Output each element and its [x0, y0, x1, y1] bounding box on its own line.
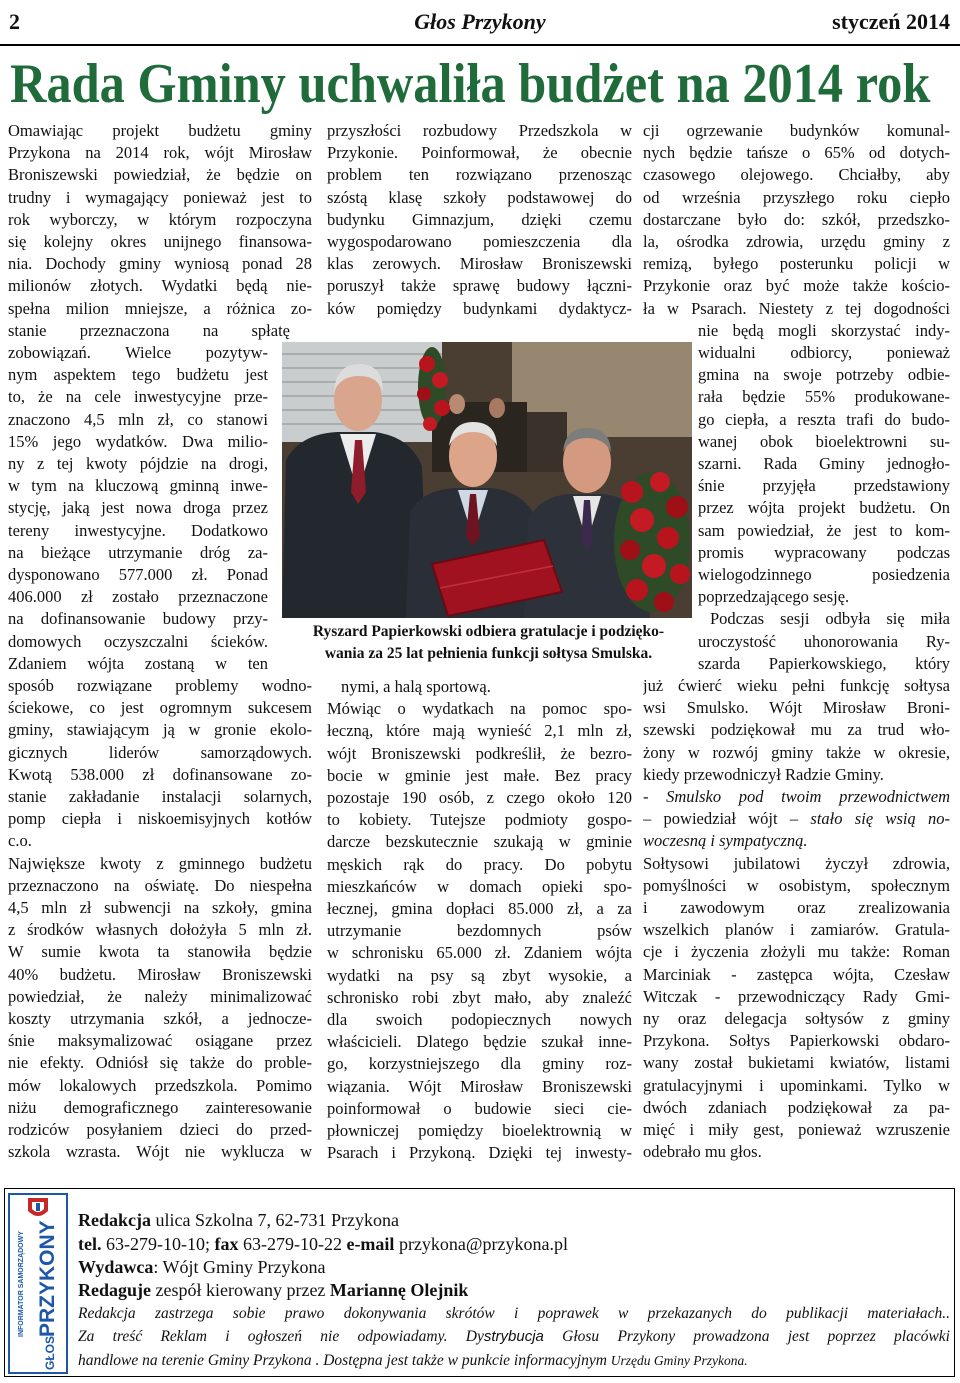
article-text-line: go ciepła, a reszta trafi do budo- [698, 409, 950, 429]
article-text-line: pomp ciepła i niskoemisyjnych kotłów [8, 809, 312, 829]
bold-text: fax [214, 1234, 239, 1254]
article-text-line: budynku Gimnazjum, dzięki czemu [327, 209, 632, 229]
article-text-line: Zdaniem wójta zostaną w ten [8, 653, 268, 673]
article-text-line: domowych oczyszczalni ścieków. [8, 631, 268, 651]
article-text-line: wiązania. Wójt Mirosław Broniszewski [327, 1076, 632, 1096]
article-text-line: kiedy przewodniczył Radzie Gminy. [643, 764, 884, 784]
article-text-line: dla swoich podopiecznych nowych [327, 1010, 632, 1029]
text-segment: handlowe na terenie Gminy Przykona . Dostępna jest także w punkcie informacyjnym [78, 1352, 611, 1369]
article-text-line: łecznej, gmina dopłaci 85.000 zł, a za [327, 899, 632, 918]
article-text-line: 406.000 zł zostało przeznaczone [8, 587, 268, 607]
article-text-line: trudny i wymagający ponieważ jest to [8, 187, 312, 207]
article-text-line: mieszkańców w domach opieki spo- [327, 876, 632, 896]
article-text-line: i zawodowym oraz zrealizowania [643, 898, 950, 917]
article-text-line: Broniszewski powiedział, że będzie on [8, 165, 312, 185]
page-number: 2 [9, 9, 20, 34]
article-text-line: w tym na kluczową gminną inwe- [8, 476, 268, 496]
logo-prefix: GŁOS [43, 1335, 57, 1370]
article-text-line: koszty utrzymania szkół, a jednocze- [8, 1009, 312, 1028]
photo-ceremony [282, 342, 692, 618]
bold-text: Wydawca [78, 1257, 154, 1277]
article-text-line: łeczną, które mają wynieść 2,1 mln zł, [327, 721, 632, 741]
masthead-line [78, 1256, 326, 1279]
article-text-line: od września przyszłego roku ciepło [643, 187, 950, 207]
text-segment: 63-279-10-22 [238, 1234, 347, 1254]
article-text-line: stanie przeznaczona na spłatę [8, 320, 290, 340]
article-text-line: Witczak - przewodniczący Rady Gmi- [643, 986, 950, 1006]
article-text-line: remizą, byłego posterunku policji w [643, 254, 950, 274]
article-text-line: bocie w gminie jest małe. Bez pracy [327, 765, 632, 785]
bold-text: Mariannę Olejnik [329, 1280, 469, 1300]
article-text-line: Marciniak - zastępca wójta, Czesław [643, 964, 950, 984]
article-text-line: Omawiając projekt budżetu gminy [8, 121, 312, 140]
article-text-line: schronisko robi zbyt mało, aby znaleźć [327, 987, 632, 1007]
article-text-line: Sołtysowi jubilatowi życzył zdrowia, [643, 853, 950, 873]
article-text-line: poinformował o budowie sieci cie- [327, 1098, 632, 1118]
article-text-line: przez wójta projekt budżetu. On [698, 498, 950, 518]
article-text-line: żony w rozwój gminy także w okresie, [643, 742, 950, 762]
article-text-line: mów lokalowych przedszkola. Pomimo [8, 1075, 312, 1095]
article-text-line: darcze bezskutecznie szukają w gminie [327, 832, 632, 852]
article-text-line: rodziców posyłaniem dzieci do przed- [8, 1120, 312, 1139]
text-segment: : Wójt Gminy Przykona [153, 1257, 326, 1277]
article-text-line: dysponowano 577.000 zł. Ponad [8, 565, 268, 584]
article-text-line: czasowego olejowego. Chciałby, aby [643, 165, 950, 185]
article-text-line: go, korzystniejszego dla gminy roz- [327, 1054, 632, 1074]
article-text-line: szewski podziękował mu za trud wło- [643, 720, 950, 740]
text-segment: Za treść Reklam i ogłoszeń nie odpowiadamy. Dy [78, 1328, 484, 1345]
article-text-line: c.o. [8, 831, 32, 851]
article-text-line: wszelkich planów i zamiarów. Gratula- [643, 920, 950, 940]
article-text-line: ny z tej kwoty pójdzie na drogi, [8, 454, 268, 473]
article-text-line: szarda Papierkowskiego, który [698, 653, 950, 673]
text-segment: Redakcja zastrzega sobie prawo dokonywania skrótów i poprawek w przekazanych do publikacji materiałach.. [78, 1305, 950, 1322]
article-text-line: w schronisku 65.000 zł. Zdaniem wójta [327, 943, 632, 963]
article-text-line: gratulacyjnymi i upominkami. Tylko w [643, 1075, 950, 1095]
article-text-line: sposób rozwiązane problemy wodno- [8, 676, 312, 695]
article-text-line: nia. Dochody gminy wyniosą ponad 28 [8, 254, 312, 274]
logo-subtitle: INFORMATOR SAMORZĄDOWY [18, 1231, 25, 1337]
photo-caption-line: Ryszard Papierkowski odbiera gratulacje i podzięko- [312, 623, 665, 640]
article-text-line: wsi Smulsko. Wójt Mirosław Broni- [643, 698, 950, 718]
article-text-line: ków pomiędzy budynkami dydaktycz- [327, 298, 632, 318]
article-text-line: wygospodarowano pomieszczenia dla [327, 232, 632, 251]
article-text-line: W sumie kwota ta stanowiła będzie [8, 942, 312, 962]
article-text-line: szkola wzrasta. Wójt nie wyklucza w [8, 1142, 312, 1162]
article-text-line: ściekowe, co jest ogromnym sukcesem [8, 698, 312, 718]
issue-date: styczeń 2014 [832, 9, 950, 34]
article-text-line: nie będą mogli skorzystać indy- [698, 320, 950, 340]
masthead-line [78, 1233, 568, 1256]
article-text-line: wanej obok bioelektrowni su- [698, 431, 950, 451]
masthead-note [78, 1302, 950, 1325]
article-text-line: ny oraz delegacja sołtysów z gminy [643, 1009, 950, 1028]
article-text-line: Największe kwoty z gminnego budżetu [8, 853, 312, 873]
article-text-line: poprzedzającego sesję. [698, 587, 850, 607]
przykony-logo [8, 1193, 68, 1374]
article-text-line: śnie przyjęła przedstawiony [698, 476, 950, 496]
text-segment: Głosu Przykony prowadzona jest poprzez placówki [543, 1328, 950, 1345]
article-text-line: się kolejny okres unijnego finansowa- [8, 232, 312, 251]
italic-text: stało się wsią no- [810, 809, 950, 829]
text-segment: strybucja [483, 1328, 544, 1345]
article-text-line [643, 786, 950, 808]
article-text-line: la, ośrodka zdrowia, urzędu gminy z [643, 232, 950, 251]
article-text-line: wydatki na psy są zbyt wysokie, a [327, 965, 632, 985]
masthead-line [78, 1209, 399, 1232]
article-text-line: niżu demograficznego zainteresowanie [8, 1097, 312, 1117]
article-text-line: cje i życzenia złożyli mu także: Roman [643, 942, 950, 962]
bold-text: Redakcja [78, 1210, 151, 1230]
article-text-line: problem ten rozwiązano przenosząc [327, 165, 632, 185]
article-text-line: śnie maksymalizować osiągane przez [8, 1031, 312, 1051]
article-text-line: wójt Broniszewski podkreślił, że bezro- [327, 743, 632, 763]
article-text-line: Kwotą 538.000 zł dofinansowane zo- [8, 764, 312, 784]
article-text-line: płowniczej pomiędzy bioelektrownią w [327, 1121, 632, 1140]
article-text-line: stycję, jaką jest nowa droga przez [8, 498, 268, 518]
article-text-line: to kobiety. Tutejsze podmioty gospo- [327, 810, 632, 830]
article-text-line: przyszłości rozbudowy Przedszkola w [327, 121, 632, 140]
article-text-line: to, że na cele inwestycyjne prze- [8, 387, 268, 407]
article-text-line: gminy, stawiającym ją w gronie ekolo- [8, 720, 312, 740]
article-text-line: sam powiedział, że jest to kom- [698, 520, 950, 540]
article-text-line: Przykona. Sołtys Papierkowski obdaro- [643, 1031, 950, 1051]
italic-text: woczesną i sympatyczną. [643, 831, 808, 851]
masthead-note [78, 1325, 950, 1348]
article-text-line: rała będzie 55% produkowane- [698, 387, 950, 407]
article-text-line: 15% jego wydatków. Dwa milio- [8, 431, 268, 451]
article-text-line: gmina na swoje potrzeby odbie- [698, 365, 950, 385]
article-text-line: na bieżące utrzymanie dróg za- [8, 542, 268, 562]
masthead-note [78, 1349, 950, 1372]
article-text-line: dwóch zdaniach podziękował za pa- [643, 1097, 950, 1117]
article-text-line: z środków własnych dołożyła 5 mln zł. [8, 920, 312, 940]
bold-text: e-mail [346, 1234, 395, 1254]
italic-text: - Smulsko pod twoim przewodnictwem [643, 787, 950, 806]
article-text-line: rok wyborczy, w którym rozpoczyna [8, 209, 312, 229]
bold-text: Redaguje [78, 1280, 151, 1300]
article-text-line: 4,5 mln zł subwencji na szkoły, gmina [8, 898, 312, 917]
article-text-line: tereny inwestycyjne. Dodatkowo [8, 520, 268, 540]
text-segment: zespół kierowany przez [151, 1280, 330, 1300]
article-text-line: uroczystość uhonorowania Ry- [698, 631, 950, 651]
logo-name: PRZYKONY [36, 1220, 59, 1337]
coat-of-arms-icon [28, 1198, 48, 1216]
article-text-line: nym aspektem tego budżetu jest [8, 365, 268, 385]
article-text-line: odebrało mu głos. [643, 1142, 762, 1162]
article-text-line: Psarach i Przykoną. Dzięki tej inwesty- [327, 1143, 632, 1163]
text-segment: 63-279-10-10; [101, 1234, 215, 1254]
text-segment: ulica Szkolna 7, 62-731 Przykona [151, 1210, 399, 1230]
article-text-line: ła w Psarach. Niestety z tej dogodności [643, 298, 950, 318]
article-text-line: właścicieli. Dlatego będzie szukał inne- [327, 1032, 632, 1052]
article-text-line: nie efekty. Odniósł się także do proble- [8, 1053, 312, 1073]
article-text-line: widualni odbiorcy, ponieważ [698, 343, 950, 362]
article-text-line: gicznych liderów samorządowych. [8, 742, 312, 762]
publication-name: Głos Przykony [414, 9, 546, 34]
article-text-line: 40% budżetu. Mirosław Broniszewski [8, 964, 312, 984]
article-text-line: nych będzie tańsze o 65% od dotych- [643, 143, 950, 163]
article-text-line: pomyślności w osobistym, społecznym [643, 875, 950, 895]
flower-bouquet-right [614, 472, 690, 612]
article-text-line: poruszył także sprawę budowy łączni- [327, 276, 632, 296]
article-text-line: na dofinansowanie budowy przy- [8, 609, 268, 629]
article-text-line: wany został bukietami kwiatów, listami [643, 1053, 950, 1073]
article-text-line [643, 808, 950, 830]
article-text-line: Przykonie oraz być może także kościo- [643, 276, 950, 296]
article-text-line: promis wypracowany podczas [698, 542, 950, 562]
article-text-line: milionów złotych. Wydatki będą nie- [8, 276, 312, 296]
article-text-line: wielogodzinnego posiedzenia [698, 565, 950, 584]
article-text-line: męskich rąk do pracy. Do pobytu [327, 854, 632, 874]
article-text-line: powiedział, że należy minimalizować [8, 986, 312, 1006]
article-text-line: pozostaje 190 osób, z czego około 120 [327, 788, 632, 807]
masthead-line [78, 1279, 468, 1302]
article-text-line: przeznaczono na oświatę. Do niespełna [8, 875, 312, 895]
article-text-line: zobowiązań. Wielce pozytyw- [8, 343, 268, 362]
article-text-line: cji ogrzewanie budynków komunal- [643, 121, 950, 140]
page-header [0, 0, 960, 46]
article-text-line: Mówiąc o wydatkach na pomoc spo- [327, 699, 632, 719]
photo-caption-line: wania za 25 lat pełnienia funkcji sołtysa Smulska. [324, 645, 653, 662]
article-text-line: szarni. Rada Gminy jednogło- [698, 454, 950, 473]
article-text-line: klas zerowych. Mirosław Broniszewski [327, 254, 632, 274]
bold-text: tel. [78, 1234, 102, 1254]
article-text-line: Przykonie. Poinformował, że obecnie [327, 143, 632, 163]
text-segment: Urzędu Gminy Przykona. [610, 1353, 748, 1368]
article-text-line: utrzymanie bezdomnych psów [327, 921, 632, 941]
article-text-line: nymi, a halą sportową. [341, 677, 491, 696]
article-text-line: stanie zakładanie instalacji solarnych, [8, 787, 312, 806]
text-segment: przykona@przykona.pl [394, 1234, 568, 1254]
article-text-line [643, 830, 950, 852]
article-text-line: Przykona na 2014 rok, wójt Mirosław [8, 143, 312, 163]
article-text-line: znaczono 4,5 mln zł, co stanowi [8, 409, 268, 429]
article-text-line: dostarczane było do: szkół, przedszko- [643, 209, 950, 229]
article-text-line: już ćwierć wieku pełni funkcję sołtysa [643, 676, 950, 695]
article-text-line: mięć i miły gest, ponieważ wzruszenie [643, 1120, 950, 1139]
article-text-line: Podczas sesji odbyła się miła [710, 609, 950, 629]
article-text-line: spełna milion mniejsze, a różnica zo- [8, 298, 312, 318]
article-text-line: szóstą klasę szkoły podstawowej do [327, 187, 632, 207]
text-segment: – powiedział wójt – [643, 809, 811, 829]
article-title: Rada Gminy uchwaliła budżet na 2014 rok [10, 53, 931, 115]
